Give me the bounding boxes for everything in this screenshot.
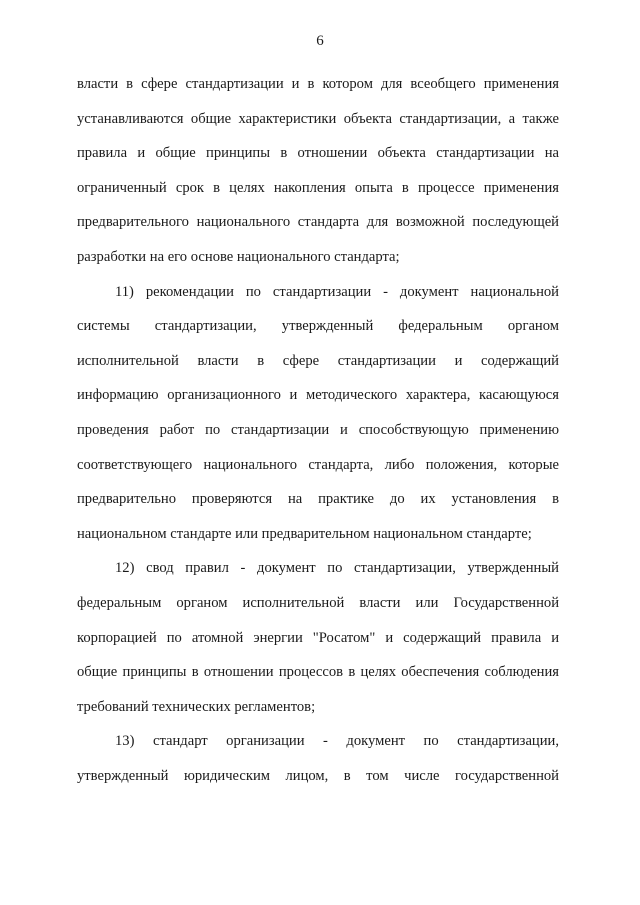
paragraph-13-start: 13) стандарт организации - документ по стандартизации, bbox=[115, 733, 559, 750]
text-line: власти в сфере стандартизации и в котором для всеобщего применения bbox=[77, 76, 559, 92]
text-line: предварительно проверяются на практике до их установления в bbox=[77, 491, 559, 508]
text-line: ограниченный срок в целях накопления опыта в процессе применения bbox=[77, 179, 559, 196]
text-line: информацию организационного и методического характера, касающуюся bbox=[77, 387, 559, 404]
body-text bbox=[77, 67, 559, 793]
text-line: корпорацией по атомной энергии "Росатом" и содержащий правила и bbox=[77, 629, 559, 646]
text-line: утвержденный юридическим лицом, в том числе государственной bbox=[77, 767, 559, 784]
page-number: 6 bbox=[316, 33, 324, 49]
text-line: предварительного национального стандарта для возможной последующей bbox=[77, 214, 559, 231]
text-line: федеральным органом исполнительной власти или Государственной bbox=[77, 594, 559, 611]
text-line: исполнительной власти в сфере стандартизации и содержащий bbox=[77, 352, 559, 369]
text-line: проведения работ по стандартизации и способствующую применению bbox=[77, 421, 559, 438]
text-line: соответствующего национального стандарта, либо положения, которые bbox=[77, 456, 559, 473]
paragraph-12-start: 12) свод правил - документ по стандартизации, утвержденный bbox=[115, 560, 559, 577]
text-line: требований технических регламентов; bbox=[77, 698, 316, 715]
text-line: общие принципы в отношении процессов в целях обеспечения соблюдения bbox=[77, 664, 559, 681]
text-line: национальном стандарте или предварительном национальном стандарте; bbox=[77, 525, 532, 542]
text-line: правила и общие принципы в отношении объекта стандартизации на bbox=[77, 145, 559, 162]
text-line: устанавливаются общие характеристики объекта стандартизации, а также bbox=[77, 110, 559, 127]
text-line: разработки на его основе национального стандарта; bbox=[77, 248, 400, 265]
paragraph-11-start: 11) рекомендации по стандартизации - документ национальной bbox=[115, 283, 559, 300]
text-line: системы стандартизации, утвержденный федеральным органом bbox=[77, 318, 559, 335]
